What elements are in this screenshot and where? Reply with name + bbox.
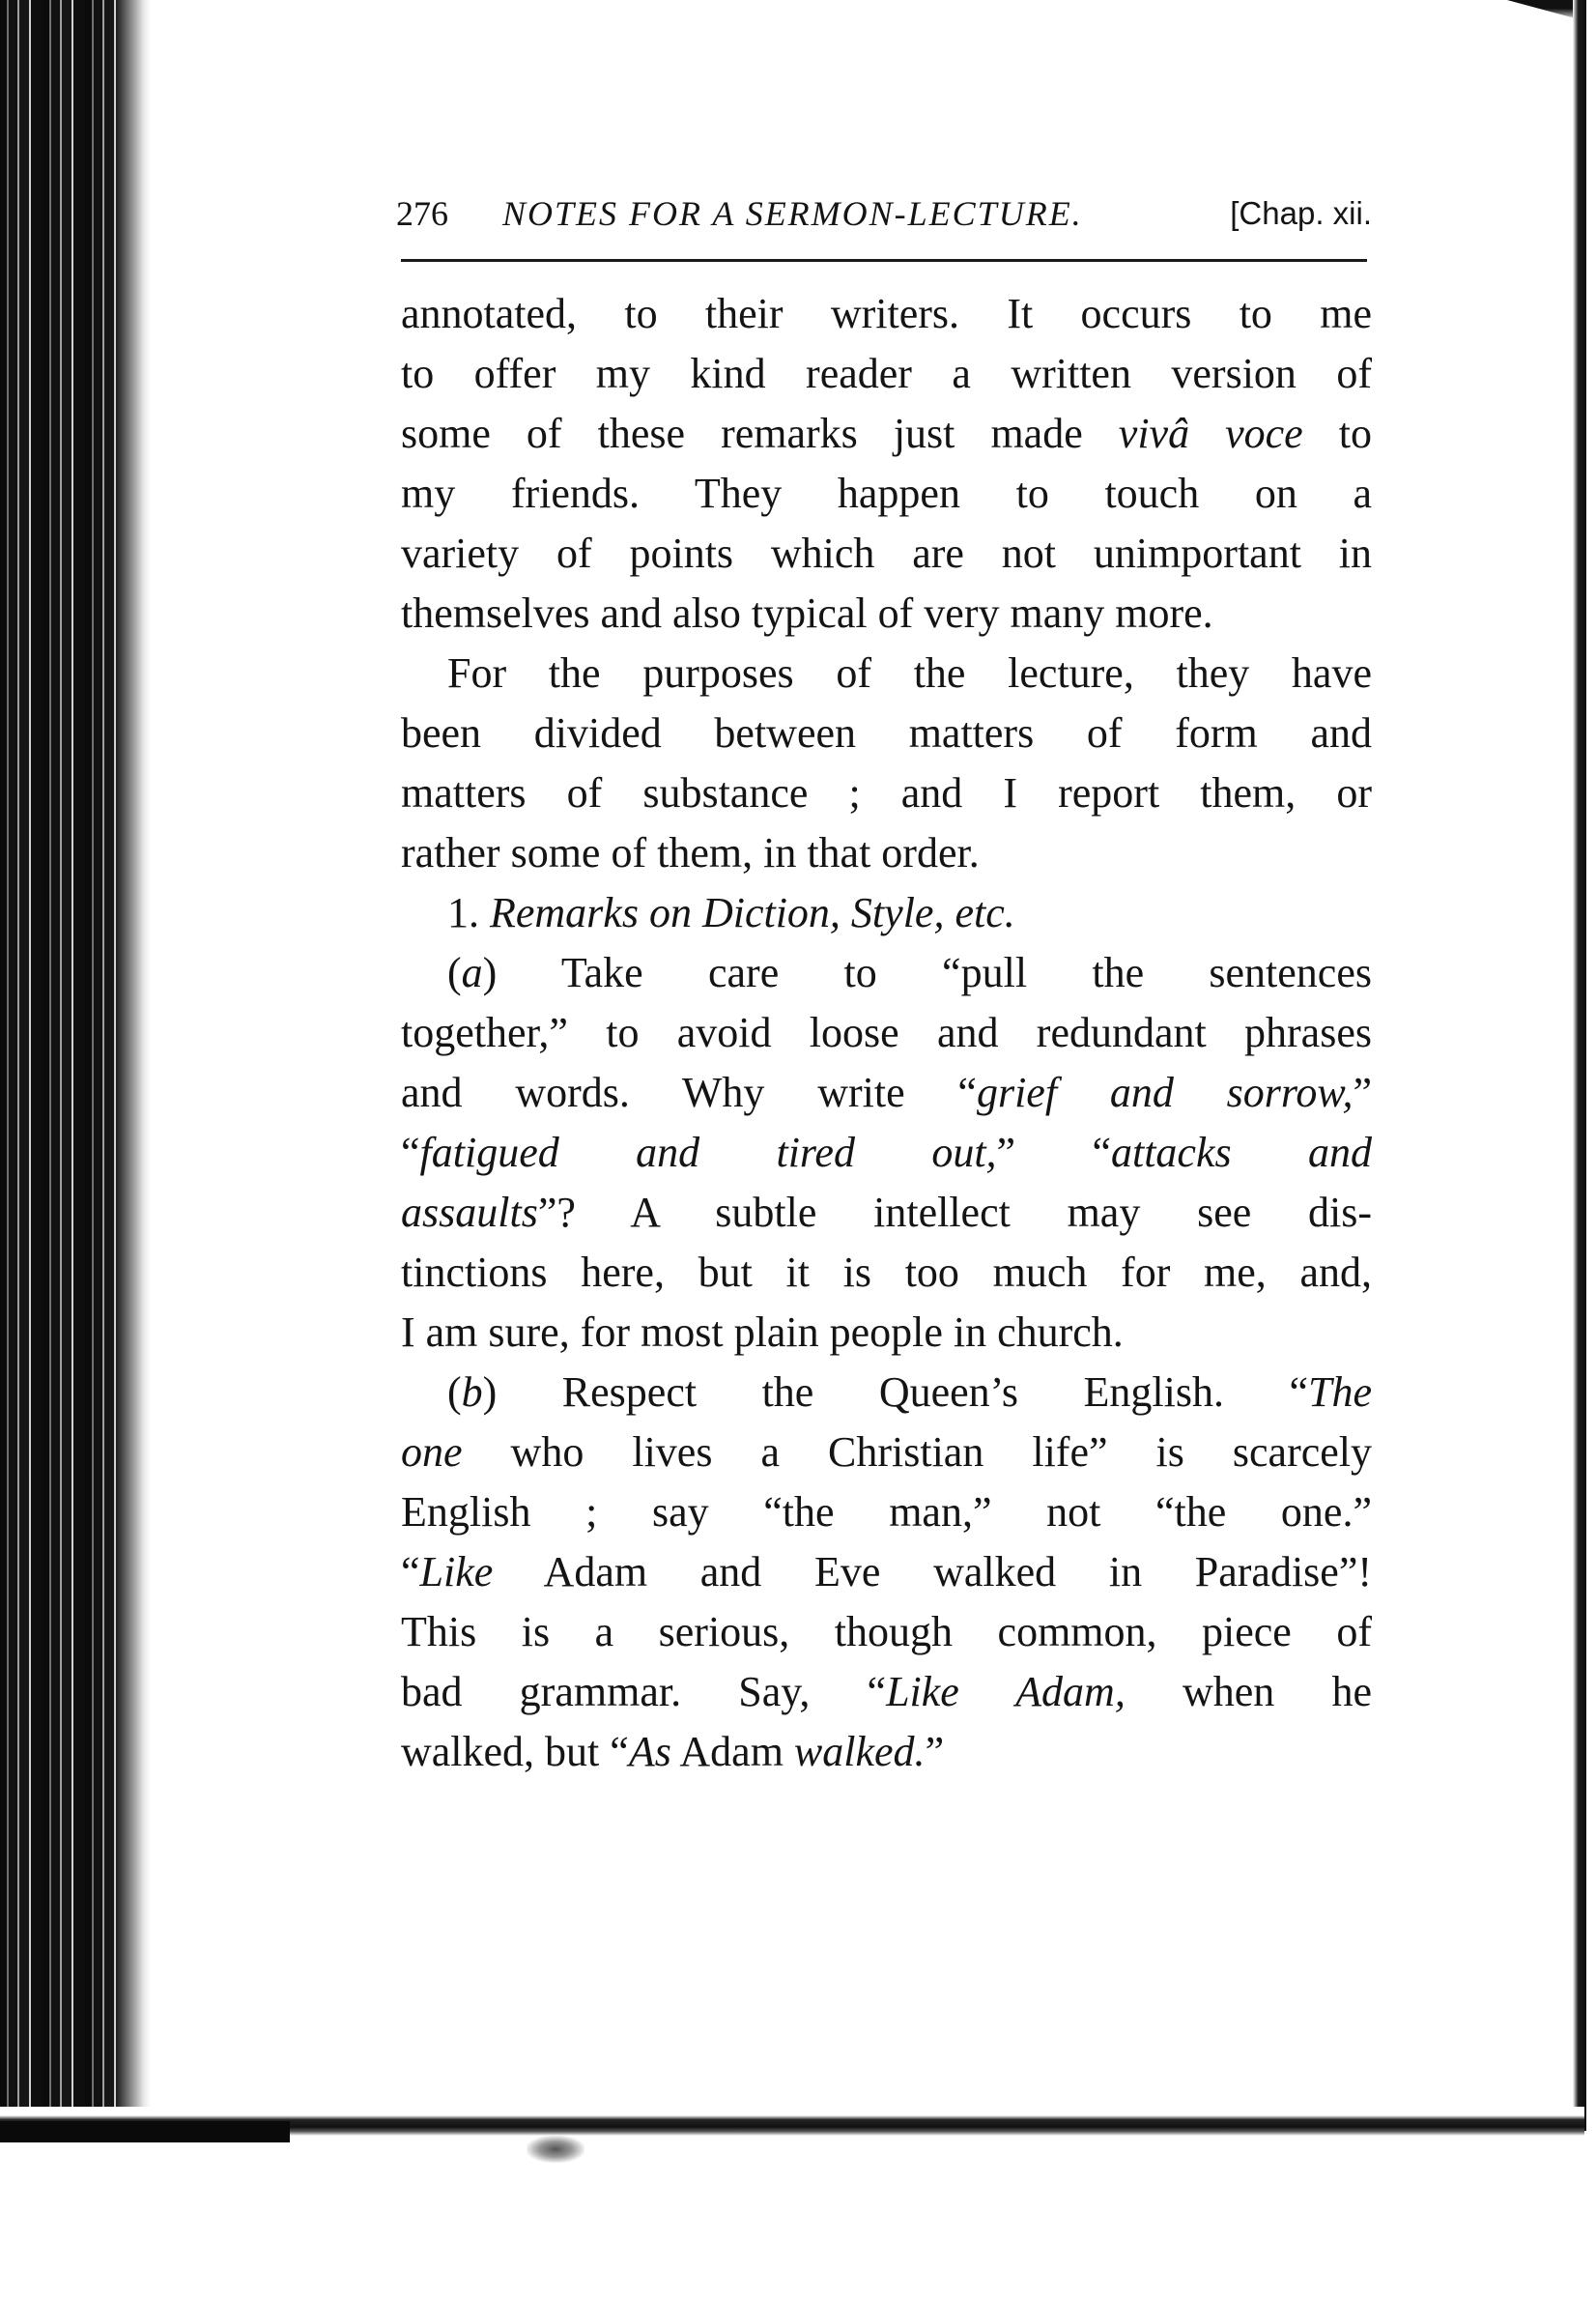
italic-phrase: assaults [401, 1189, 538, 1236]
chapter-reference: [Chap. xii. [1230, 195, 1372, 231]
italic-phrase: attacks and [1110, 1129, 1372, 1176]
text-line: walked, but “As Adam walked.” [401, 1728, 945, 1775]
italic-phrase: Like Adam, [886, 1668, 1126, 1715]
text-line: tinctions here, but it is too much for me, and, [401, 1249, 1372, 1296]
text-line: themselves and also typical of very many more. [401, 589, 1213, 637]
text-line: been divided between matters of form and [401, 709, 1372, 757]
italic-phrase: vivâ voce [1118, 410, 1303, 457]
italic-letter: b [461, 1368, 483, 1416]
italic-phrase: fatigued and tired out, [419, 1129, 997, 1176]
text-line: “fatigued and tired out,” “attacks and [401, 1129, 1372, 1176]
section-heading: 1. Remarks on Diction, Style, etc. [447, 889, 1015, 936]
text-line: (b) Respect the Queen’s English. “The [447, 1368, 1372, 1416]
page-bottom-shadow [0, 2121, 290, 2142]
italic-phrase: As [628, 1728, 671, 1775]
text-line: English ; say “the man,” not “the one.” [401, 1488, 1372, 1536]
text-line: and words. Why write “grief and sorrow,” [401, 1069, 1373, 1116]
page-right-edge [1573, 0, 1586, 2131]
text-line: “Like Adam and Eve walked in Paradise”! [401, 1548, 1372, 1595]
italic-phrase: walked. [793, 1728, 926, 1775]
page-number: 276 [396, 194, 448, 233]
text-line: matters of substance ; and I report them, or [401, 769, 1372, 817]
italic-phrase: The [1308, 1368, 1372, 1416]
text-line: one who lives a Christian life” is scarcely [401, 1428, 1372, 1476]
italic-letter: a [461, 949, 483, 996]
body-text [401, 284, 1372, 1782]
running-header [396, 189, 1372, 238]
italic-phrase: grief and sorrow, [976, 1069, 1354, 1116]
text-line: some of these remarks just made vivâ voce to [401, 410, 1372, 457]
book-spine [0, 0, 135, 2136]
text-line: (a) Take care to “pull the sentences [447, 949, 1372, 996]
text-line: assaults”? A subtle intellect may see dis- [401, 1189, 1372, 1236]
italic-phrase: Remarks on Diction, Style, etc. [490, 889, 1015, 936]
running-title: NOTES FOR A SERMON-LECTURE. [502, 194, 1083, 233]
text-line: variety of points which are not unimportant in [401, 530, 1372, 577]
text-line: together,” to avoid loose and redundant phrases [401, 1009, 1372, 1056]
text-line: my friends. They happen to touch on a [401, 470, 1372, 517]
text-line: bad grammar. Say, “Like Adam, when he [401, 1668, 1372, 1715]
text-line: This is a serious, though common, piece of [401, 1608, 1372, 1655]
text-line: For the purposes of the lecture, they have [447, 649, 1372, 697]
text-line: rather some of them, in that order. [401, 829, 980, 876]
text-line: I am sure, for most plain people in church. [401, 1308, 1124, 1356]
ink-smudge [527, 2136, 584, 2163]
text-line: annotated, to their writers. It occurs to me [401, 290, 1372, 337]
italic-phrase: one [401, 1428, 463, 1476]
text-line: to offer my kind reader a written version of [401, 350, 1372, 397]
header-rule [401, 259, 1367, 262]
italic-phrase: Like [419, 1548, 494, 1595]
spine-shadow [116, 0, 151, 2136]
